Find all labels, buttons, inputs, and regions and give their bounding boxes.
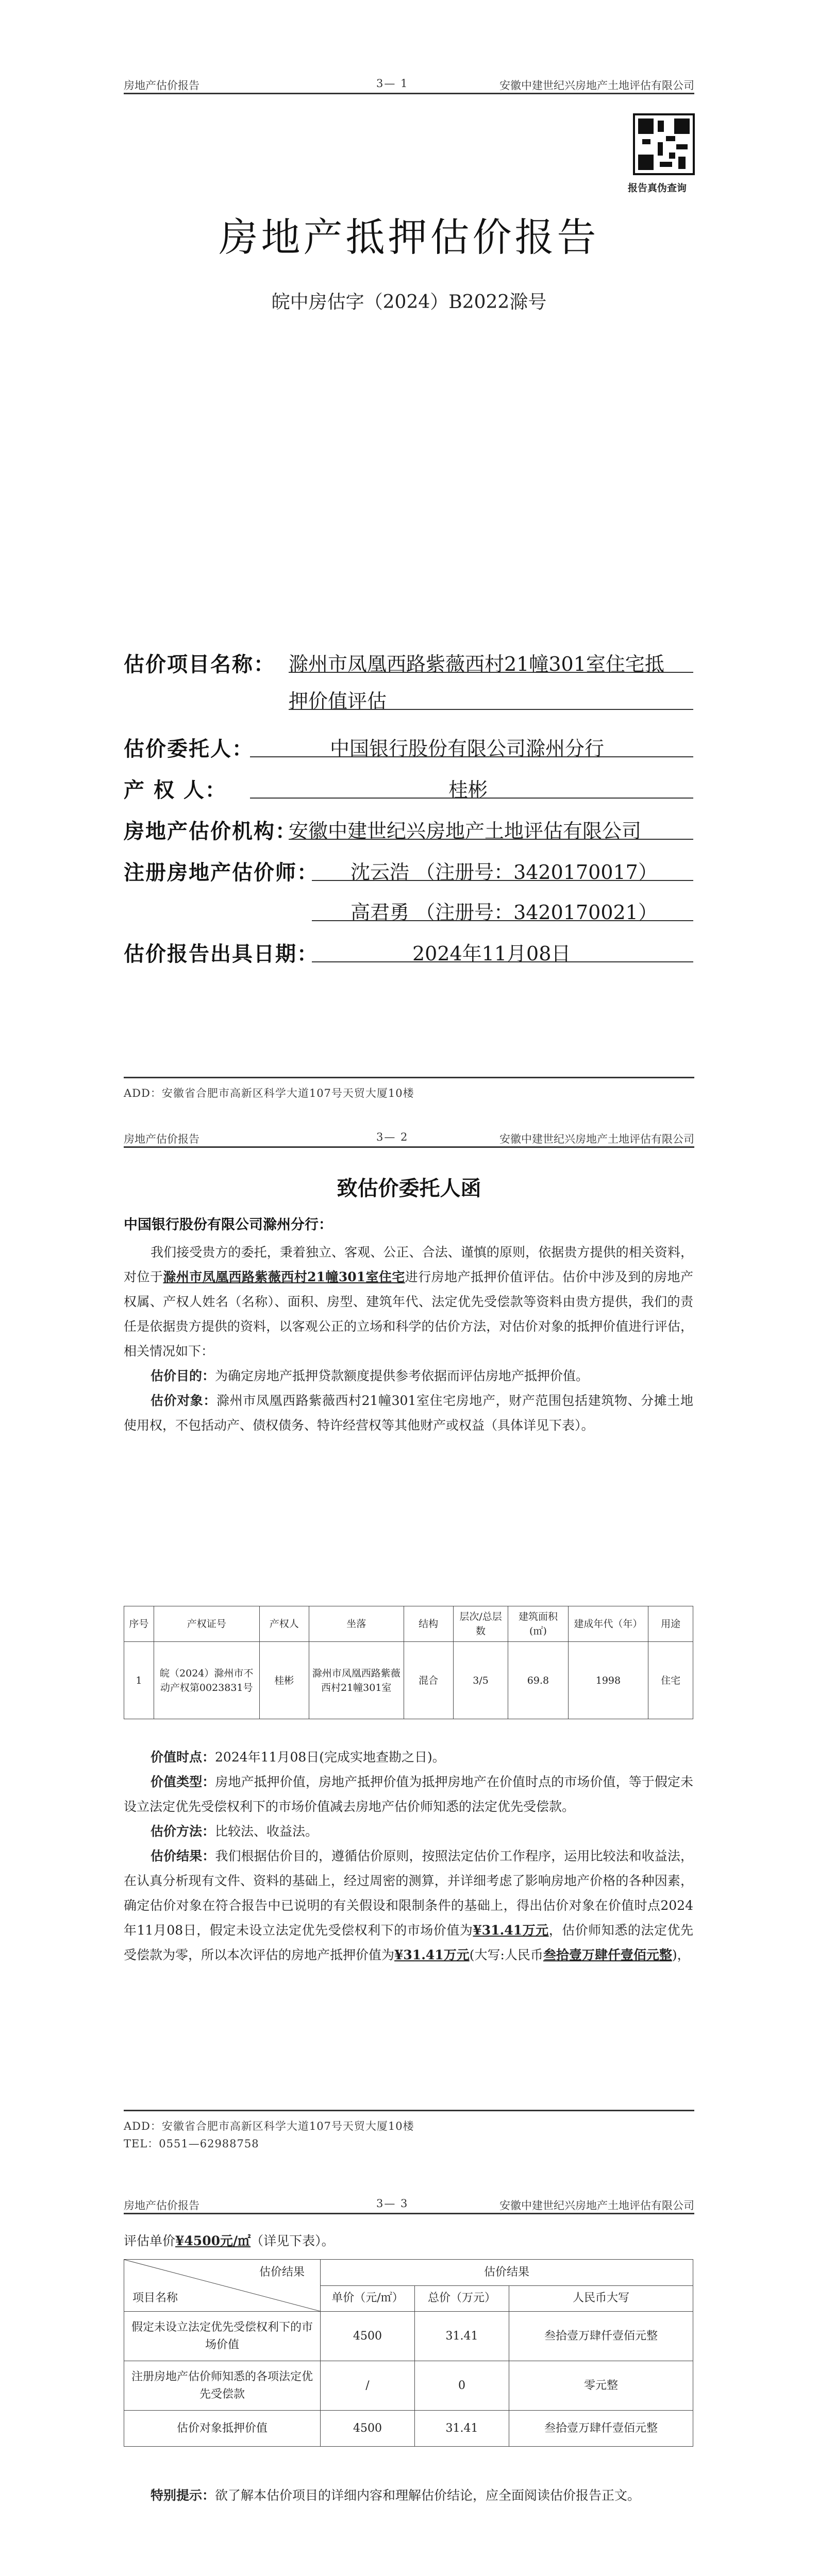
header-right: 安徽中建世纪兴房地产土地评估有限公司 (499, 1133, 694, 1145)
client-label: 估价委托人： (124, 737, 254, 761)
owner-value: 桂彬 (448, 778, 488, 801)
appraiser-2: 高君勇 （注册号：3420170021） (350, 901, 658, 924)
qr-caption: 报告真伪查询 (628, 182, 687, 194)
header-right: 安徽中建世纪兴房地产土地评估有限公司 (499, 2199, 694, 2212)
page-header (124, 1131, 694, 1148)
report-number: 皖中房估字（2024）B2022滁号 (271, 292, 547, 313)
date-underline (312, 961, 693, 962)
table-subheader-row: 单价（元/㎡） 总价（万元） 人民币大写 (124, 2285, 693, 2312)
addressee: 中国银行股份有限公司滁州分行： (124, 1217, 332, 1233)
project-value-line2: 押价值评估 (289, 690, 387, 713)
table-header-row (124, 2260, 693, 2286)
client-value: 中国银行股份有限公司滁州分行 (330, 737, 605, 760)
page-footer (124, 2110, 694, 2153)
table-row: 估价对象抵押价值 4500 31.41 叁拾壹万肆仟壹佰元整 (124, 2411, 693, 2447)
table-row: 注册房地产估价师知悉的各项法定优先受偿款 / 0 零元整 (124, 2361, 693, 2411)
results-page (0, 2197, 818, 2576)
header-left: 房地产估价报告 (124, 2199, 199, 2212)
footer-address: ADD：安徽省合肥市高新区科学大道107号天贸大厦10楼 (124, 2120, 414, 2132)
page-header (124, 2197, 694, 2214)
intro-paragraph: 我们接受贵方的委托，秉着独立、客观、公正、合法、谨慎的原则，依据贵方提供的相关资料，对位于滁州市凤凰西路紫薇西村21幢301室住宅进行房地产抵押价值评估。估价中涉及到的房地产权属、产权人姓名（名称）、面积、房型、建筑年代、法定优先受偿款等资料由贵方提供，我们的责任是依据贵方提供的资料，以客观公正的立场和科学的估价方法，对估价对象的抵押价值进行评估，相关情况如下： (124, 1245, 693, 1359)
diagonal-header-cell (124, 2260, 321, 2312)
report-title: 房地产抵押估价报告 (219, 214, 599, 260)
header-page-number: 3— 1 (376, 77, 409, 90)
unit-price-line: 评估单价¥4500元/㎡（详见下表）。 (124, 2233, 335, 2248)
special-note: 特别提示：欲了解本估价项目的详细内容和理解估价结论，应全面阅读估价报告正文。 (151, 2488, 641, 2503)
owner-label: 产 权 人： (124, 778, 227, 802)
valuetype-paragraph: 价值类型：房地产抵押价值，房地产抵押价值为抵押房地产在价值时点的市场价值，等于假定未设立法定优先受偿权利下的市场价值减去房地产估价师知悉的法定优先受偿款。 (124, 1774, 693, 1814)
project-value-line1: 滁州市凤凰西路紫薇西村21幢301室住宅抵 (289, 653, 664, 675)
table-row: 假定未设立法定优先受偿权利下的市场价值 4500 31.41 叁拾壹万肆仟壹佰元整 (124, 2312, 693, 2361)
header-page-number: 3— 2 (376, 1131, 409, 1143)
qr-code (633, 113, 695, 175)
header-bottom-label: 项目名称 (132, 2292, 178, 2304)
appraiser-underline-2 (312, 920, 693, 921)
letter-body-2 (124, 1745, 693, 1968)
valuation-result-table (124, 2259, 693, 2447)
method-paragraph: 估价方法：比较法、收益法。 (151, 1824, 319, 1839)
page-header (124, 77, 694, 94)
result-paragraph: 估价结果：我们根据估价目的，遵循估价原则，按照法定估价工作程序，运用比较法和收益法，在认真分析现有文件、资料的基础上，经过周密的测算，并详细考虑了影响房地产价格的各种因素，确定估价对象在符合报告中已说明的有关假设和限制条件的基础上，得出估价对象在价值时点2024年11月08日，假定未设立法定优先受偿权利下的市场价值为¥31.41万元，估价师知悉的法定优先受偿款为零，所以本次评估的房地产抵押价值为¥31.41万元(大写:人民币叁拾壹万肆仟壹佰元整)， (124, 1849, 693, 1962)
object-paragraph: 估价对象：滁州市凤凰西路紫薇西村21幢301室住宅房地产，财产范围包括建筑物、分摊土地使用权，不包括动产、债权债务、特许经营权等其他财产或权益（具体详见下表）。 (124, 1393, 693, 1433)
footer-tel: TEL：0551—62988758 (124, 2138, 259, 2150)
letter-page (0, 1100, 818, 2200)
cover-page (0, 0, 818, 1100)
project-underline-1 (289, 672, 693, 673)
agency-label: 房地产估价机构： (124, 819, 297, 843)
header-top-label: 估价结果 (259, 2266, 305, 2279)
header-page-number: 3— 3 (376, 2197, 409, 2210)
project-label: 估价项目名称： (124, 652, 275, 676)
result-group-header: 估价结果 (321, 2260, 693, 2286)
appraiser-label: 注册房地产估价师： (124, 860, 319, 885)
purpose-paragraph: 估价目的：为确定房地产抵押贷款额度提供参考依据而评估房地产抵押价值。 (151, 1368, 589, 1383)
client-underline (250, 756, 693, 757)
table-row: 1 皖（2024）滁州市不动产权第0023831号 桂彬 滁州市凤凰西路紫薇西村21幢301室 混合 3/5 69.8 1998 住宅 (124, 1642, 693, 1719)
appraiser-underline-1 (312, 880, 693, 881)
valuedate-paragraph: 价值时点：2024年11月08日(完成实地查勘之日)。 (151, 1750, 445, 1765)
footer-address: ADD：安徽省合肥市高新区科学大道107号天贸大厦10楼 (124, 1087, 414, 1099)
header-left: 房地产估价报告 (124, 79, 199, 92)
property-table (124, 1606, 693, 1719)
letter-title: 致估价委托人函 (337, 1176, 481, 1200)
agency-underline (289, 839, 693, 840)
date-label: 估价报告出具日期： (124, 942, 319, 966)
project-underline-2 (289, 709, 693, 710)
header-left: 房地产估价报告 (124, 1133, 199, 1145)
owner-underline (250, 798, 693, 799)
appraiser-1: 沈云浩 （注册号：3420170017） (350, 861, 658, 884)
header-right: 安徽中建世纪兴房地产土地评估有限公司 (499, 79, 694, 92)
table-header-row: 序号 产权证号 产权人 坐落 结构 层次/总层数 建筑面积(㎡) 建成年代（年） 用途 (124, 1606, 693, 1642)
agency-value: 安徽中建世纪兴房地产土地评估有限公司 (289, 820, 642, 842)
letter-body (124, 1240, 693, 1438)
date-value: 2024年11月08日 (412, 942, 571, 965)
